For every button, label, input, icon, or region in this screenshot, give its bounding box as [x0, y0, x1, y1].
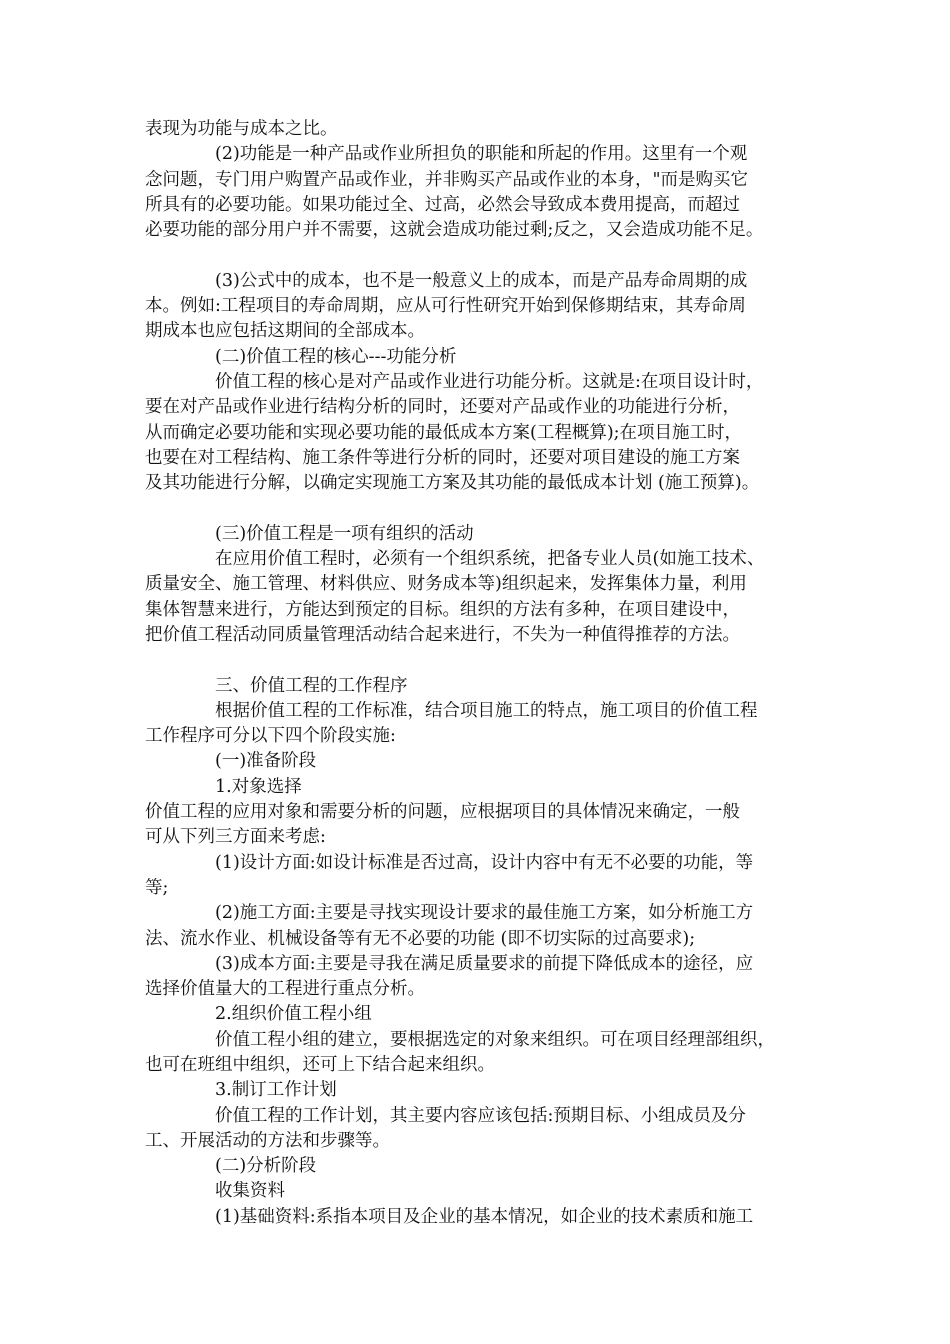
text-line: 法、流水作业、机械设备等有无不必要的功能 (即不切实际的过高要求);: [145, 928, 696, 949]
text-line: 3.制订工作计划: [215, 1080, 337, 1101]
text-line: 表现为功能与成本之比。: [145, 119, 338, 139]
text-line: 要在对产品或作业进行结构分析的同时，还要对产品或作业的功能进行分析，: [145, 397, 740, 418]
text-line: 及其功能进行分解，以确定实现施工方案及其功能的最低成本计划 (施工预算)。: [145, 473, 760, 494]
text-line: (2)功能是一种产品或作业所担负的职能和所起的作用。这里有一个观: [215, 144, 748, 165]
text-line: 在应用价值工程时，必须有一个组织系统，把备专业人员(如施工技术、: [215, 549, 765, 570]
text-line: 根据价值工程的工作标准，结合项目施工的特点，施工项目的价值工程: [215, 700, 758, 721]
text-line: (1)基础资料:系指本项目及企业的基本情况，如企业的技术素质和施工: [215, 1206, 754, 1227]
text-line: 集体智慧来进行，方能达到预定的目标。组织的方法有多种，在项目建设中，: [145, 599, 740, 620]
text-line: (1)设计方面:如设计标准是否过高，设计内容中有无不必要的功能，等: [215, 852, 754, 873]
text-line: (二)价值工程的核心---功能分析: [215, 346, 457, 367]
text-line: 也可在班组中组织，还可上下结合起来组织。: [145, 1054, 495, 1075]
text-line: 价值工程小组的建立，要根据选定的对象来组织。可在项目经理部组织，: [215, 1029, 775, 1050]
text-line: (2)施工方面:主要是寻找实现设计要求的最佳施工方案，如分析施工方: [215, 903, 754, 924]
text-line: (一)准备阶段: [215, 751, 317, 772]
text-line: 从而确定必要功能和实现必要功能的最低成本方案(工程概算);在项目施工时，: [145, 422, 743, 443]
blank-line: [145, 648, 820, 673]
text-line: 必要功能的部分用户并不需要，这就会造成功能过剩;反之，又会造成功能不足。: [145, 220, 764, 241]
blank-line: [145, 243, 820, 268]
text-line: 收集资料: [215, 1181, 285, 1202]
document-body: [145, 117, 820, 1230]
text-line: 可从下列三方面来考虑:: [145, 827, 326, 848]
text-line: 质量安全、施工管理、材料供应、财务成本等)组织起来，发挥集体力量，利用: [145, 574, 747, 595]
blank-line: [145, 496, 820, 521]
text-line: 念问题，专门用户购置产品或作业，并非购买产品或作业的本身，"而是购买它: [145, 169, 749, 190]
text-line: 工作程序可分以下四个阶段实施:: [145, 726, 396, 747]
text-line: 等;: [145, 877, 169, 898]
text-line: 价值工程的工作计划，其主要内容应该包括:预期目标、小组成员及分: [215, 1105, 746, 1126]
text-line: (三)价值工程是一项有组织的活动: [215, 523, 474, 544]
text-line: 把价值工程活动同质量管理活动结合起来进行，不失为一种值得推荐的方法。: [145, 624, 740, 645]
text-line: 工、开展活动的方法和步骤等。: [145, 1130, 390, 1151]
text-line: (3)成本方面:主要是寻我在满足质量要求的前提下降低成本的途径，应: [215, 953, 754, 974]
text-line: 三、价值工程的工作程序: [215, 675, 408, 696]
text-line: 价值工程的应用对象和需要分析的问题，应根据项目的具体情况来确定，一般: [145, 802, 740, 823]
text-line: 1.对象选择: [215, 776, 302, 797]
text-line: 2.组织价值工程小组: [215, 1004, 372, 1025]
text-line: 价值工程的核心是对产品或作业进行功能分析。这就是:在项目设计时，: [215, 371, 764, 392]
text-line: 选择价值量大的工程进行重点分析。: [145, 979, 425, 1000]
text-line: 所具有的必要功能。如果功能过全、过高，必然会导致成本费用提高，而超过: [145, 194, 740, 215]
text-line: (二)分析阶段: [215, 1156, 317, 1177]
text-line: 期成本也应包括这期间的全部成本。: [145, 321, 425, 342]
text-line: (3)公式中的成本，也不是一般意义上的成本，而是产品寿命周期的成: [215, 270, 748, 291]
text-line: 本。例如:工程项目的寿命周期，应从可行性研究开始到保修期结束，其寿命周: [145, 296, 746, 317]
text-line: 也要在对工程结构、施工条件等进行分析的同时，还要对项目建设的施工方案: [145, 447, 740, 468]
